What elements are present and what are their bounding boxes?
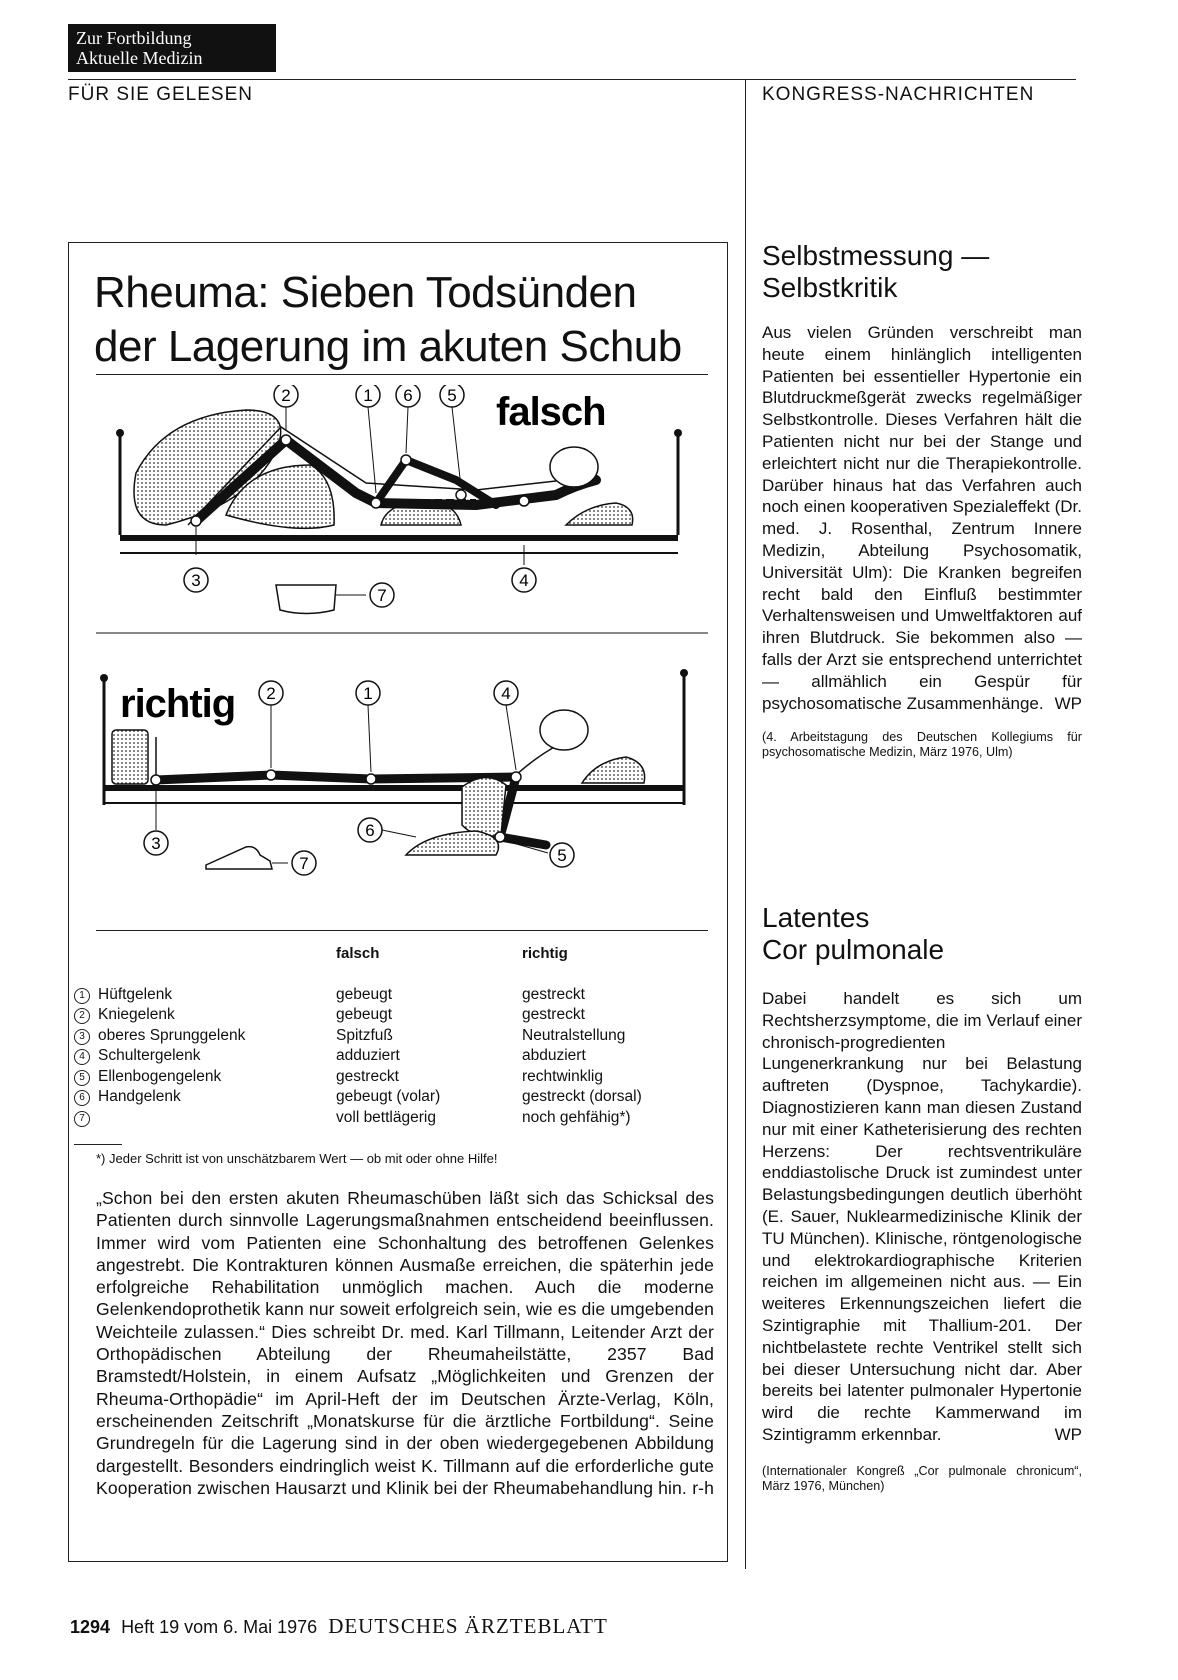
article-title [94,266,714,374]
joint-marker [456,490,466,500]
table-row [74,1046,714,1067]
svg-text:5: 5 [557,846,567,865]
wrong-cell: gebeugt [336,985,393,1003]
joint-cell [74,1026,336,1047]
joint-number: 2 [74,1008,90,1024]
right-cell: gestreckt [522,1006,585,1023]
right-section-label: KONGRESS-NACHRICHTEN [762,84,1035,105]
hand-pillow [406,831,499,855]
joint-marker [266,770,276,780]
wrong-cell: gestreckt [336,1067,399,1085]
svg-text:4: 4 [519,571,529,590]
joint-marker [371,498,381,508]
joint-name: Kniegelenk [98,1006,175,1023]
badge-line-2: Aktuelle Medizin [76,48,203,68]
bedpan-icon [276,585,336,614]
right-article-2 [762,902,1082,1494]
table-row [74,985,714,1006]
right-cell: Neutralstellung [522,1026,626,1044]
joint-marker [366,774,376,784]
callout-7 [292,851,316,875]
right-article-2-title-line-1: Latentes [762,902,870,933]
callout-7 [370,583,394,607]
wrong-cell: gebeugt [336,1006,393,1023]
svg-text:6: 6 [403,386,413,405]
right-cell: gestreckt [522,985,585,1003]
right-article-2-signature: WP [1054,1424,1082,1444]
svg-text:5: 5 [447,386,457,405]
joint-name: Handgelenk [98,1088,181,1105]
table-row [74,1005,714,1026]
arm-pillow [462,777,506,836]
joint-marker [519,496,529,506]
right-article-1-title-line-1: Selbstmessung — [762,240,990,271]
wrong-cell: adduziert [336,1047,400,1064]
right-article-1-source: (4. Arbeitstagung des Deutschen Kollegiums für psychosomatische Medizin, März 1976, Ulm) [762,730,1082,760]
right-article-2-body [762,988,1082,1446]
article-title-line-2: der Lagerung im akuten Schub [94,322,682,371]
table-row [74,1087,714,1108]
right-cell: abduziert [522,1047,586,1064]
svg-text:3: 3 [191,571,201,590]
bed-post-knob [116,429,124,437]
right-article-2-title-line-2: Cor pulmonale [762,934,945,965]
right-article-2-source: (Internationaler Kongreß „Cor pulmonale chronicum“, März 1976, München) [762,1463,1082,1493]
joint-cell [74,1067,336,1088]
table-footnote: *) Jeder Schritt ist von unschätzbarem Wert — ob mit oder ohne Hilfe! [96,1151,498,1166]
bed-post-knob [674,429,682,437]
table-row [74,1108,714,1129]
svg-text:7: 7 [377,586,387,605]
journal-name: DEUTSCHES ÄRZTEBLATT [328,1614,608,1638]
table-row [74,1026,714,1047]
joint-number: 5 [74,1070,90,1086]
slipper-icon [206,847,272,869]
foot-support [112,730,148,784]
patient-head [550,447,598,487]
label-right: richtig [120,682,236,726]
table-header-row [74,944,714,965]
callout-3 [144,785,168,855]
right-article-2-title [762,902,1082,966]
body-outline [156,737,558,777]
section-badge [68,24,276,72]
title-rule [96,374,708,375]
wrong-panel [116,385,682,614]
callout-2 [259,681,283,768]
joint-marker [495,832,505,842]
joint-name: oberes Sprunggelenk [98,1026,246,1044]
svg-text:3: 3 [151,834,161,853]
right-article-1-title-line-2: Selbstkritik [762,272,898,303]
svg-text:1: 1 [363,386,373,405]
wrong-cell: voll bettlägerig [336,1108,436,1126]
head-pillow [582,757,645,783]
svg-text:2: 2 [281,386,291,405]
left-article-text: „Schon bei den ersten akuten Rheumaschüben läßt sich das Schicksal des Patienten durch sinnvolle Lagerungsmaßnahmen entscheidend beeinflussen. Immer wird vom Patienten eine Schonhaltung des betroffenen Gelenkes angestrebt. Die Kontrakturen können Ausmaße erreichen, die späterhin jede erfolgreiche Rehabilitation unmöglich machen. Auch die moderne Gelenkendoprothetik kann nur soweit erfolgreich sein, wie es die umgebenden Weichteile zulassen.“ Dies schreibt Dr. med. Karl Tillmann, Leitender Arzt der Orthopädischen Abteilung der Rheumaheilstätte, 2357 Bad Bramstedt/Holstein, in einem Aufsatz „Möglichkeiten und Grenzen der Rheuma-Orthopädie“ im April-Heft der im Deutschen Ärzte-Verlag, Köln, erscheinenden Zeitschrift „Monatskurse für die ärztliche Fortbildung“. Seine Grundregeln für die Lagerung sind in der oben wiedergegebenen Abbildung dargestellt. Besonders eindringlich weist K. Tillmann auf die erforderliche gute Kooperation zwischen Hausarzt und Klinik bei der Rheumabehandlung hin. [96,1188,714,1498]
table-row [74,1067,714,1088]
svg-text:2: 2 [266,684,276,703]
badge-line-1: Zur Fortbildung [76,28,192,48]
table-header-right: richtig [522,945,568,962]
joint-marker [191,516,201,526]
right-panel [100,669,688,875]
joint-cell [74,985,336,1006]
right-article-1 [762,240,1082,760]
joint-marker [281,435,291,445]
column-divider [745,79,746,1569]
table-header-wrong: falsch [336,945,380,962]
page-number: 1294 [70,1617,111,1637]
joint-number: 3 [74,1029,90,1045]
joint-marker [511,772,521,782]
right-cell: noch gehfähig*) [522,1108,631,1126]
left-section-label: FÜR SIE GELESEN [68,84,253,105]
svg-text:1: 1 [363,684,373,703]
svg-text:4: 4 [501,684,511,703]
bed-mattress-base [120,535,678,541]
wrong-cell: Spitzfuß [336,1026,393,1044]
callout-6 [358,818,416,842]
patient-head [540,710,588,750]
joint-number: 1 [74,988,90,1004]
callout-1 [356,681,380,772]
joint-name: Hüftgelenk [98,985,173,1003]
page-footer [70,1614,608,1639]
callout-1 [356,385,380,493]
left-article-signature: r-h [692,1477,714,1498]
figure-bottom-rule [96,930,708,931]
footnote-rule [74,1144,122,1145]
right-article-1-body [762,322,1082,714]
callout-4 [494,681,518,770]
svg-text:6: 6 [365,821,375,840]
joint-name: Ellenbogengelenk [98,1067,222,1085]
head-pillow [566,503,633,525]
joint-number: 4 [74,1049,90,1065]
joint-cell [74,1046,336,1067]
right-article-2-text: Dabei handelt es sich um Rechtsherzsymptome, die im Verlauf einer chronisch-progredienten Lungenerkrankung nur bei Belastung auftreten (Dyspnoe, Tachykardie). Diagnostizieren kann man diesen Zustand nur mit einer Katheterisierung des rechten Herzens: Der rechtsventrikuläre enddiastolische Druck ist zumindest unter Belastungsbedingungen deutlich überhöht (E. Sauer, Nuklearmedizinische Klinik der TU München). Klinische, röntgenologische und elektrokardiographische Kriterien reichen im allgemeinen nicht aus. — Ein weiteres Erkennungszeichen liefert die Szintigraphie mit Thallium-201. Der nichtbelastete rechte Ventrikel stellt sich bei dieser Untersuchung nicht dar. Aber bereits bei latenter pulmonaler Hypertonie wird die rechte Kammerwand im Szintigramm erkennbar. [762,989,1082,1444]
joint-number: 7 [74,1111,90,1127]
left-article-body [96,1187,714,1499]
callout-6 [396,385,420,453]
joint-marker [401,455,411,465]
issue-info: Heft 19 vom 6. Mai 1976 [121,1617,318,1637]
right-article-1-signature: WP [1054,693,1082,713]
leg-and-body-skeleton [156,775,516,780]
joint-name: Schultergelenk [98,1047,201,1064]
joint-cell [74,1005,336,1026]
right-cell: gestreckt (dorsal) [522,1088,642,1105]
top-rule [68,79,1076,80]
right-article-1-text: Aus vielen Gründen verschreibt man heute einem hinlänglich intelligenten Patienten bei essentieller Hypertonie ein Blutdruckmeßgerät zwecks regelmäßiger Selbstkontrolle. Dieses Verfahren hält die Patienten nicht nur bei der Stange und erleichtert nicht nur die Therapiekontrolle. Darüber hinaus hat das Verfahren auch noch einen kooperativen Spezialeffekt (Dr. med. J. Rosenthal, Zentrum Innere Medizin, Abteilung Psychosomatik, Universität Ulm): Die Kranken begreifen recht bald den Einfluß bestimmter Verhaltensweisen und Umweltfaktoren auf ihren Blutdruck. Sie bekommen also — falls der Arzt sie entsprechend unterrichtet — allmählich ein Gespür für psychosomatische Zusammenhänge. [762,323,1082,713]
joint-cell [74,1108,336,1129]
joint-number: 6 [74,1090,90,1106]
wrong-cell: gebeugt (volar) [336,1088,441,1105]
right-article-1-title [762,240,1082,304]
svg-text:7: 7 [299,854,309,873]
label-wrong: falsch [496,390,606,434]
joint-cell [74,1087,336,1108]
positioning-illustration [96,385,708,925]
joint-marker [151,775,161,785]
arm-skeleton [376,460,496,505]
right-cell: rechtwinklig [522,1067,603,1085]
comparison-table [74,944,714,1170]
article-title-line-1: Rheuma: Sieben Todsünden [94,268,637,317]
